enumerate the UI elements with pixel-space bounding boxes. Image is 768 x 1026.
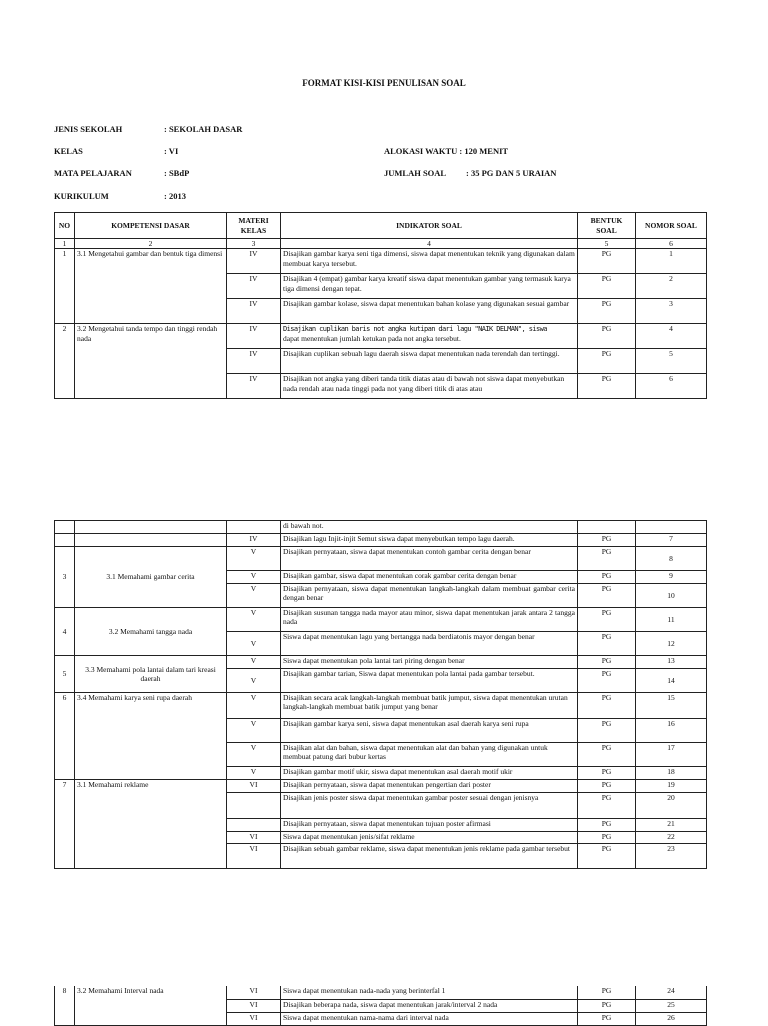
nomor-soal: 18 — [636, 767, 707, 780]
kelas-label: KELAS — [54, 146, 83, 156]
bentuk-soal: PG — [578, 719, 636, 743]
col-number: 4 — [281, 239, 578, 249]
indikator-soal: Disajikan 4 (empat) gambar karya kreatif siswa dapat menentukan gambar yang termasuk karya tiga dimensi dengan tepat. — [281, 274, 578, 299]
materi-kelas: IV — [227, 249, 281, 274]
bentuk-soal: PG — [578, 780, 636, 793]
indikator-soal: Disajikan beberapa nada, siswa dapat menentukan jarak/interval 2 nada — [281, 999, 578, 1012]
nomor-soal: 1 — [636, 249, 707, 274]
nomor-soal: 19 — [636, 780, 707, 793]
bentuk-soal: PG — [578, 669, 636, 693]
nomor-soal: 21 — [636, 819, 707, 832]
col-number: 3 — [227, 239, 281, 249]
bentuk-soal: PG — [578, 274, 636, 299]
indikator-soal: Disajikan susunan tangga nada mayor atau minor, siswa dapat menentukan jarak antara 2 tangga nada — [281, 608, 578, 632]
table-header-row — [55, 213, 707, 239]
materi-kelas: V — [227, 693, 281, 719]
bentuk-soal: PG — [578, 632, 636, 656]
bentuk-soal: PG — [578, 986, 636, 999]
indikator-soal: Siswa dapat menentukan pola lantai tari piring dengan benar — [281, 656, 578, 669]
row-no — [55, 534, 75, 547]
row-no: 5 — [55, 656, 75, 693]
bentuk-soal: PG — [578, 793, 636, 819]
row-no: 6 — [55, 693, 75, 780]
header-kelas: KELAS — [240, 225, 267, 235]
materi-kelas: IV — [227, 534, 281, 547]
indikator-soal: Disajikan secara acak langkah-langkah membuat batik jumput, siswa dapat menentukan urutan langkah-langkah membuat batik jumput yang benar — [281, 693, 578, 719]
kompetensi-dasar — [75, 534, 227, 547]
col-number: 2 — [75, 239, 227, 249]
materi-kelas: V — [227, 632, 281, 656]
jenis-sekolah-value: : SEKOLAH DASAR — [164, 124, 243, 134]
bentuk-soal: PG — [578, 584, 636, 608]
bentuk-soal: PG — [578, 324, 636, 349]
indikator-soal: Siswa dapat menentukan nada-nada yang berinterfal 1 — [281, 986, 578, 999]
bentuk-soal: PG — [578, 299, 636, 324]
table-row — [55, 608, 707, 632]
table-row — [55, 656, 707, 669]
kompetensi-dasar — [75, 521, 227, 534]
indikator-soal: Disajikan gambar, siswa dapat menentukan corak gambar cerita dengan benar — [281, 571, 578, 584]
kompetensi-dasar: 3.2 Memahami tangga nada — [75, 608, 227, 656]
nomor-soal: 6 — [636, 374, 707, 399]
row-no: 2 — [55, 324, 75, 399]
bentuk-soal: PG — [578, 349, 636, 374]
indikator-soal: Disajikan not angka yang diberi tanda titik diatas atau di bawah not siswa dapat menyebutkan nada rendah atau nada tinggi pada not yang diberi titik di atas atau — [281, 374, 578, 399]
nomor-soal: 4 — [636, 324, 707, 349]
col-number: 6 — [636, 239, 707, 249]
header-materi: MATERI — [238, 216, 269, 226]
col-number: 5 — [578, 239, 636, 249]
indikator-soal: Disajikan cuplikan sebuah lagu daerah siswa dapat menentukan nada terendah dan tertinggi. — [281, 349, 578, 374]
nomor-soal: 20 — [636, 793, 707, 819]
kisi-table-page-1 — [54, 212, 707, 399]
nomor-soal: 22 — [636, 832, 707, 844]
materi-kelas: IV — [227, 374, 281, 399]
materi-kelas: VI — [227, 986, 281, 999]
nomor-soal: 12 — [636, 632, 707, 656]
nomor-soal: 14 — [636, 669, 707, 693]
bentuk-soal: PG — [578, 999, 636, 1012]
materi-kelas: V — [227, 669, 281, 693]
materi-kelas: IV — [227, 324, 281, 349]
nomor-soal: 3 — [636, 299, 707, 324]
jenis-sekolah-label: JENIS SEKOLAH — [54, 124, 123, 134]
materi-kelas: VI — [227, 999, 281, 1012]
kompetensi-dasar: 3.1 Mengetahui gambar dan bentuk tiga dimensi — [75, 249, 227, 324]
bentuk-soal: PG — [578, 832, 636, 844]
row-no: 4 — [55, 608, 75, 656]
bentuk-soal: PG — [578, 693, 636, 719]
nomor-soal: 25 — [636, 999, 707, 1012]
nomor-soal: 8 — [636, 547, 707, 571]
nomor-soal: 17 — [636, 743, 707, 767]
kompetensi-dasar: 3.1 Memahami gambar cerita — [75, 547, 227, 608]
nomor-soal: 15 — [636, 693, 707, 719]
row-no: 1 — [55, 249, 75, 324]
nomor-soal: 24 — [636, 986, 707, 999]
indikator-soal: Disajikan sebuah gambar reklame, siswa dapat menentukan jenis reklame pada gambar tersebut — [281, 844, 578, 869]
indikator-soal: Siswa dapat menentukan jenis/sifat reklame — [281, 832, 578, 844]
nomor-soal — [636, 521, 707, 534]
kelas-value: : VI — [164, 146, 179, 156]
kompetensi-dasar: 3.1 Memahami reklame — [75, 780, 227, 869]
bentuk-soal: PG — [578, 743, 636, 767]
mata-pelajaran-label: MATA PELAJARAN — [54, 168, 132, 178]
nomor-soal: 13 — [636, 656, 707, 669]
indikator-soal: Disajikan gambar tarian, Siswa dapat menentukan pola lantai pada gambar tersebut. — [281, 669, 578, 693]
kisi-table-page-2 — [54, 520, 707, 869]
header-indikator-soal: INDIKATOR SOAL — [281, 213, 578, 239]
indikator-soal: Disajikan pernyataan, siswa dapat menentukan langkah-langkah dalam membuat gambar cerita dengan benar — [281, 584, 578, 608]
indikator-soal: di bawah not. — [281, 521, 578, 534]
table-row — [55, 324, 707, 349]
table-row — [55, 249, 707, 274]
bentuk-soal: PG — [578, 571, 636, 584]
mata-pelajaran-value: : SBdP — [164, 168, 190, 178]
bentuk-soal: PG — [578, 547, 636, 571]
alokasi-waktu: ALOKASI WAKTU : 120 MENIT — [384, 146, 509, 156]
indikator-soal: Siswa dapat menentukan lagu yang bertangga nada berdiatonis mayor dengan benar — [281, 632, 578, 656]
bentuk-soal: PG — [578, 534, 636, 547]
materi-kelas: V — [227, 767, 281, 780]
indikator-soal: Disajikan gambar karya seni, siswa dapat menentukan asal daerah karya seni rupa — [281, 719, 578, 743]
indikator-soal: Disajikan pernyataan, siswa dapat menentukan tujuan poster afirmasi — [281, 819, 578, 832]
indikator-soal: Disajikan gambar karya seni tiga dimensi, siswa dapat menentukan teknik yang digunakan dalam membuat karya tersebut. — [281, 249, 578, 274]
indikator-soal: Disajikan gambar motif ukir, siswa dapat menentukan asal daerah motif ukir — [281, 767, 578, 780]
indikator-soal-part-b: dapat menentukan jumlah ketukan pada not angka tersebut. — [283, 334, 461, 344]
indikator-soal: Disajikan pernyataan, siswa dapat menentukan contoh gambar cerita dengan benar — [281, 547, 578, 571]
header-bentuk: BENTUK — [590, 216, 623, 226]
document-title: FORMAT KISI-KISI PENULISAN SOAL — [302, 78, 466, 88]
materi-kelas: IV — [227, 299, 281, 324]
table-row — [55, 986, 707, 999]
materi-kelas — [227, 819, 281, 832]
materi-kelas: V — [227, 719, 281, 743]
materi-kelas: VI — [227, 1012, 281, 1025]
indikator-soal: Disajikan jenis poster siswa dapat menentukan gambar poster sesuai dengan jenisnya — [281, 793, 578, 819]
jumlah-soal-value: : 35 PG DAN 5 URAIAN — [466, 168, 557, 178]
kompetensi-dasar: 3.3 Memahami pola lantai dalam tari kreasi daerah — [75, 656, 227, 693]
bentuk-soal: PG — [578, 844, 636, 869]
nomor-soal: 5 — [636, 349, 707, 374]
indikator-soal-part-a: Disajikan cuplikan baris not angka kutipan dari lagu "NAIK DELMAN", siswa — [283, 325, 547, 334]
table-row — [55, 521, 707, 534]
bentuk-soal: PG — [578, 1012, 636, 1025]
bentuk-soal: PG — [578, 656, 636, 669]
header-materi-kelas — [227, 213, 281, 239]
header-nomor-soal: NOMOR SOAL — [636, 213, 707, 239]
materi-kelas — [227, 793, 281, 819]
kompetensi-dasar: 3.2 Mengetahui tanda tempo dan tinggi rendah nada — [75, 324, 227, 399]
bentuk-soal: PG — [578, 374, 636, 399]
indikator-soal: Disajikan alat dan bahan, siswa dapat menentukan alat dan bahan yang digunakan untuk membuat patung dari bubur kertas — [281, 743, 578, 767]
table-row — [55, 534, 707, 547]
bentuk-soal — [578, 521, 636, 534]
indikator-soal — [281, 324, 578, 349]
nomor-soal: 23 — [636, 844, 707, 869]
materi-kelas: V — [227, 743, 281, 767]
materi-kelas: V — [227, 656, 281, 669]
header-soal: SOAL — [596, 225, 617, 235]
kisi-table-page-3 — [54, 986, 707, 1026]
indikator-soal: Siswa dapat menentukan nama-nama dari interval nada — [281, 1012, 578, 1025]
kompetensi-dasar: 3.2 Memahami Interval nada — [75, 986, 227, 1025]
bentuk-soal: PG — [578, 249, 636, 274]
bentuk-soal: PG — [578, 819, 636, 832]
header-kompetensi-dasar: KOMPETENSI DASAR — [75, 213, 227, 239]
materi-kelas: VI — [227, 780, 281, 793]
indikator-soal: Disajikan gambar kolase, siswa dapat menentukan bahan kolase yang digunakan sesuai gambar — [281, 299, 578, 324]
table-row — [55, 693, 707, 719]
materi-kelas: VI — [227, 832, 281, 844]
row-no — [55, 521, 75, 534]
row-no: 7 — [55, 780, 75, 869]
nomor-soal: 2 — [636, 274, 707, 299]
header-no: NO — [55, 213, 75, 239]
table-row — [55, 780, 707, 793]
nomor-soal: 9 — [636, 571, 707, 584]
indikator-soal: Disajikan lagu Injit-injit Semut siswa dapat menyebutkan tempo lagu daerah. — [281, 534, 578, 547]
materi-kelas: V — [227, 571, 281, 584]
nomor-soal: 10 — [636, 584, 707, 608]
kompetensi-dasar: 3.4 Memahami karya seni rupa daerah — [75, 693, 227, 780]
header-bentuk-soal — [578, 213, 636, 239]
nomor-soal: 16 — [636, 719, 707, 743]
materi-kelas: V — [227, 608, 281, 632]
bentuk-soal: PG — [578, 608, 636, 632]
materi-kelas: VI — [227, 844, 281, 869]
column-number-row — [55, 239, 707, 249]
materi-kelas: IV — [227, 274, 281, 299]
indikator-soal: Disajikan pernyataan, siswa dapat menentukan pengertian dari poster — [281, 780, 578, 793]
nomor-soal: 11 — [636, 608, 707, 632]
table-row — [55, 547, 707, 571]
materi-kelas: IV — [227, 349, 281, 374]
materi-kelas: V — [227, 584, 281, 608]
materi-kelas: V — [227, 547, 281, 571]
kurikulum-value: : 2013 — [164, 191, 186, 201]
row-no: 3 — [55, 547, 75, 608]
materi-kelas — [227, 521, 281, 534]
bentuk-soal: PG — [578, 767, 636, 780]
nomor-soal: 7 — [636, 534, 707, 547]
kurikulum-label: KURIKULUM — [54, 191, 109, 201]
row-no: 8 — [55, 986, 75, 1025]
col-number: 1 — [55, 239, 75, 249]
nomor-soal: 26 — [636, 1012, 707, 1025]
jumlah-soal-label: JUMLAH SOAL — [384, 168, 447, 178]
